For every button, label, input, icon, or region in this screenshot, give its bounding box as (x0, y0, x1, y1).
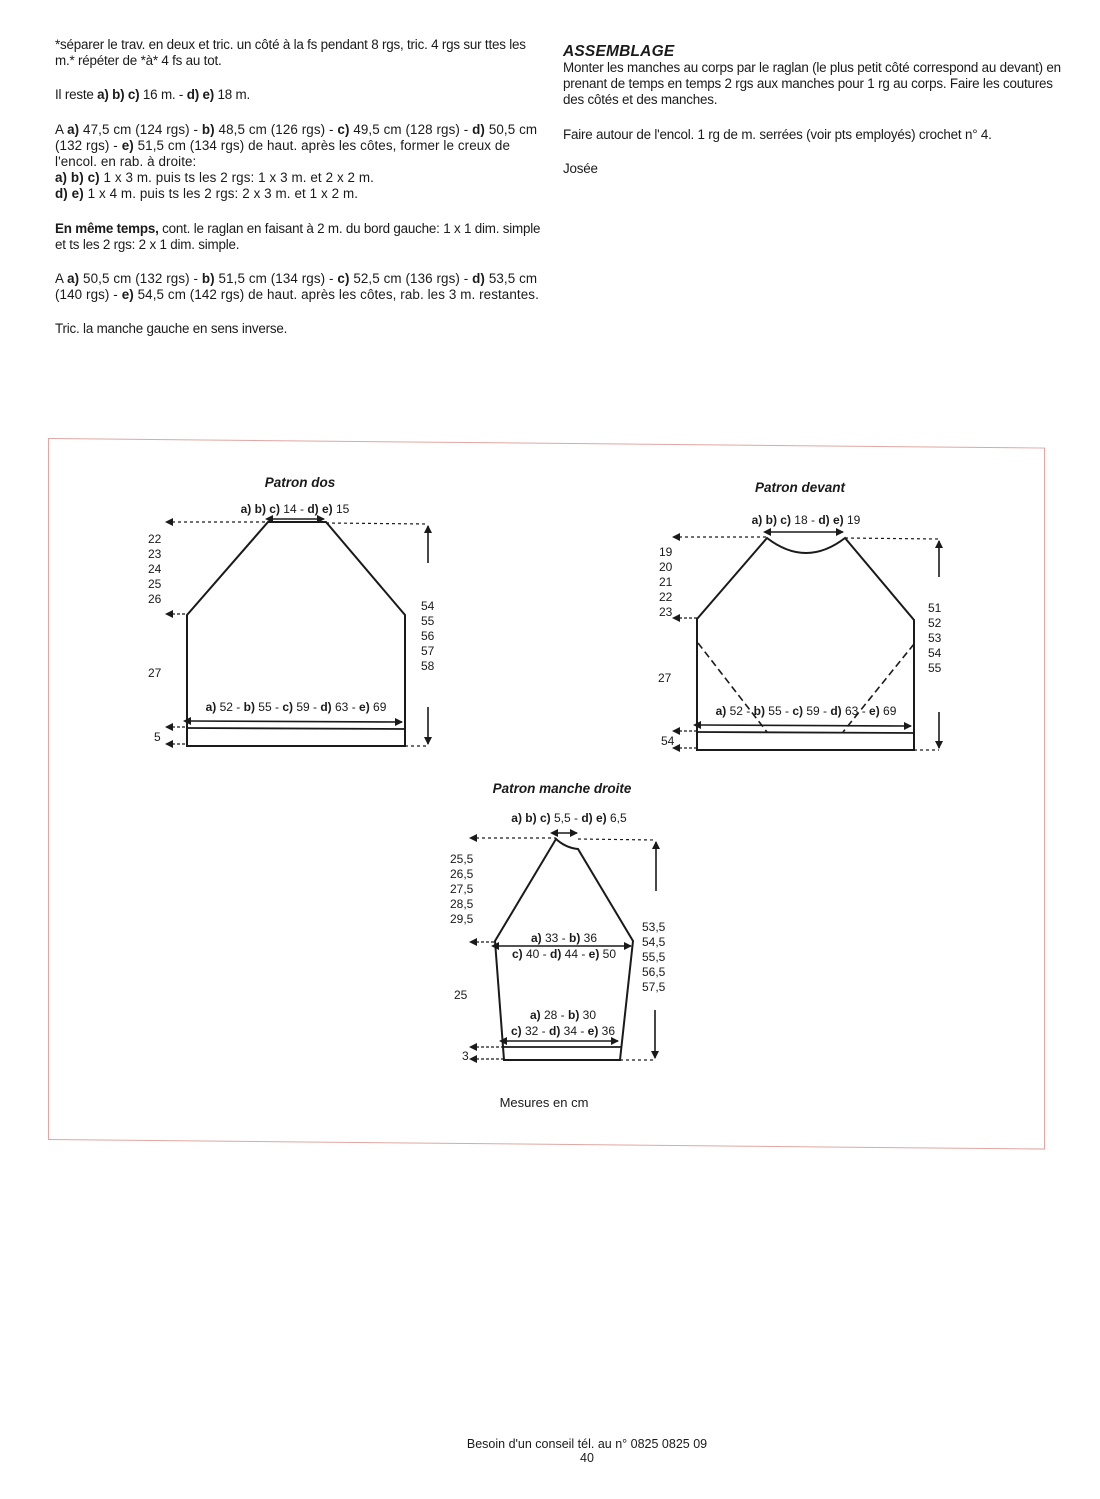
size-label: e) (121, 137, 134, 153)
height-label: 52 (928, 616, 942, 630)
text: 51,5 cm (134 rgs) de haut. après les côtes, former le creux de l'encol. en rab. à droite: (55, 137, 510, 170)
pattern-front (658, 480, 942, 750)
size-label: b) (201, 271, 215, 287)
height-label: 24 (148, 562, 162, 576)
height-label: 23 (148, 547, 162, 561)
back-width-arrow (190, 721, 402, 722)
text: 18 m. (213, 87, 250, 103)
size-label: e) (121, 287, 134, 303)
paragraph-neckline-crochet: Faire autour de l'encol. 1 rg de m. serrées (voir pts employés) crochet n° 4. (563, 126, 992, 142)
height-label: 54 (421, 599, 435, 613)
height-label: 25,5 (450, 852, 474, 866)
height-label: 22 (148, 532, 162, 546)
front-total-heights (928, 601, 942, 675)
pattern-sleeve-title: Patron manche droite (492, 781, 632, 796)
size-label: a) (67, 121, 80, 137)
paragraph-left-sleeve: Tric. la manche gauche en sens inverse. (55, 321, 288, 337)
height-label: 51 (928, 601, 942, 615)
text: 54,5 cm (142 rgs) de haut. après les côtes, rab. les 3 m. restantes. (133, 287, 539, 303)
emphasis: En même temps, (55, 220, 159, 236)
size-label: a) (67, 271, 80, 287)
height-label: 55 (421, 614, 435, 628)
back-width-label: a) 52 - b) 55 - c) 59 - d) 63 - e) 69 (205, 700, 387, 714)
size-label: c) (337, 271, 350, 287)
size-label: b) (201, 121, 215, 137)
paragraph-separate-work: *séparer le trav. en deux et tric. un côté à la fs pendant 8 rgs, tric. 4 rgs sur ttes les m.* répéter de *à* 4 fs au tot. (55, 37, 526, 69)
pattern-right-sleeve (450, 781, 666, 1063)
back-top-guide-right (326, 523, 428, 524)
pattern-back-title: Patron dos (264, 475, 336, 490)
back-body-height: 27 (148, 666, 162, 680)
height-label: 29,5 (450, 912, 474, 926)
height-label: 26,5 (450, 867, 474, 881)
back-neck-width-label: a) b) c) 14 - d) e) 15 (240, 502, 350, 516)
height-label: 53,5 (642, 920, 666, 934)
height-label: 55,5 (642, 950, 666, 964)
height-label: 22 (659, 590, 673, 604)
size-label: c) (337, 121, 350, 137)
front-width-arrow (700, 725, 911, 726)
sleeve-upper-width-label-2: c) 40 - d) 44 - e) 50 (511, 947, 617, 961)
sleeve-lower-width-label-1: a) 28 - b) 30 (529, 1008, 597, 1022)
front-rib-line (697, 732, 914, 733)
text: 1 x 4 m. puis ts les 2 rgs: 2 x 3 m. et 1 x 2 m. (83, 186, 359, 202)
text: Il reste (55, 87, 98, 103)
text: 51,5 cm (134 rgs) - (214, 271, 338, 287)
text: 48,5 cm (126 rgs) - (214, 121, 338, 137)
text: 52,5 cm (136 rgs) - (349, 271, 473, 287)
paragraph-assembly: Monter les manches au corps par le raglan (le plus petit côté correspond au devant) en prenant de temps en temps 2 rgs aux manches pour 1 rg au corps. Faire les coutures des côtés et des manches. (563, 60, 1061, 108)
signature: Josée (563, 160, 598, 176)
height-label: 53 (928, 631, 942, 645)
height-label: 19 (659, 545, 673, 559)
height-label: 57 (421, 644, 435, 658)
height-label: 57,5 (642, 980, 666, 994)
height-label: 28,5 (450, 897, 474, 911)
front-width-label: a) 52 - b) 55 - c) 59 - d) 63 - e) 69 (715, 704, 897, 718)
text: 49,5 cm (128 rgs) - (349, 121, 473, 137)
text: cont. le raglan en faisant à 2 m. du bord gauche: 1 x 1 dim. simple et ts les 2 rgs: 2 x 1 dim. simple. (55, 220, 541, 252)
units-note: Mesures en cm (499, 1095, 589, 1110)
text: 1 x 3 m. puis ts les 2 rgs: 1 x 3 m. et 2 x 2 m. (99, 170, 374, 186)
front-raglan-heights (659, 545, 673, 619)
back-raglan-heights (148, 532, 162, 606)
front-outline (697, 538, 914, 750)
text: A (55, 271, 68, 287)
sleeve-body-height: 25 (454, 988, 468, 1002)
height-label: 20 (659, 560, 673, 574)
back-total-heights (421, 599, 435, 673)
height-label: 23 (659, 605, 673, 619)
sleeve-rib-height: 3 (462, 1049, 469, 1063)
sleeve-top-guide-right (578, 839, 656, 840)
pattern-back (148, 475, 435, 746)
sleeve-total-heights (642, 920, 666, 994)
back-rib-height: 5 (154, 730, 161, 744)
height-label: 58 (421, 659, 435, 673)
height-label: 54,5 (642, 935, 666, 949)
sleeve-raglan-heights (450, 852, 474, 926)
front-body-height: 27 (658, 671, 672, 685)
front-neck-width-label: a) b) c) 18 - d) e) 19 (751, 513, 861, 527)
text: A (55, 121, 68, 137)
front-top-guide-right (845, 538, 939, 539)
height-label: 54 (928, 646, 942, 660)
height-label: 56 (421, 629, 435, 643)
size-label: a) b) c) (55, 170, 100, 186)
size-label: d) e) (186, 87, 214, 103)
sleeve-top-width-label: a) b) c) 5,5 - d) e) 6,5 (511, 811, 627, 825)
pattern-front-title: Patron devant (754, 480, 846, 495)
height-label: 21 (659, 575, 673, 589)
text: 50,5 cm (132 rgs) - (79, 271, 202, 287)
front-v-guide-left (698, 643, 767, 732)
back-rib-line (187, 728, 405, 729)
text: 47,5 cm (124 rgs) - (79, 121, 202, 137)
front-v-guide-right (843, 644, 914, 732)
size-label: d) e) (55, 186, 84, 202)
height-label: 27,5 (450, 882, 474, 896)
size-label: d) (472, 121, 485, 137)
height-label: 55 (928, 661, 942, 675)
height-label: 26 (148, 592, 162, 606)
page-number: 40 (580, 1451, 594, 1465)
front-rib-height: 54 (661, 734, 675, 748)
text: 53,5 cm (140 rgs) - (55, 271, 538, 303)
size-label: a) b) c) (97, 87, 140, 103)
text: 16 m. - (139, 87, 187, 103)
footer-advice: Besoin d'un conseil tél. au n° 0825 0825 09 (466, 1437, 708, 1451)
height-label: 25 (148, 577, 162, 591)
height-label: 56,5 (642, 965, 666, 979)
sleeve-upper-width-label-1: a) 33 - b) 36 (530, 931, 598, 945)
text: 50,5 cm (132 rgs) - (55, 121, 538, 153)
section-heading-assemblage: ASSEMBLAGE (563, 43, 675, 60)
sleeve-lower-width-label-2: c) 32 - d) 34 - e) 36 (510, 1024, 616, 1038)
size-label: d) (472, 271, 485, 287)
